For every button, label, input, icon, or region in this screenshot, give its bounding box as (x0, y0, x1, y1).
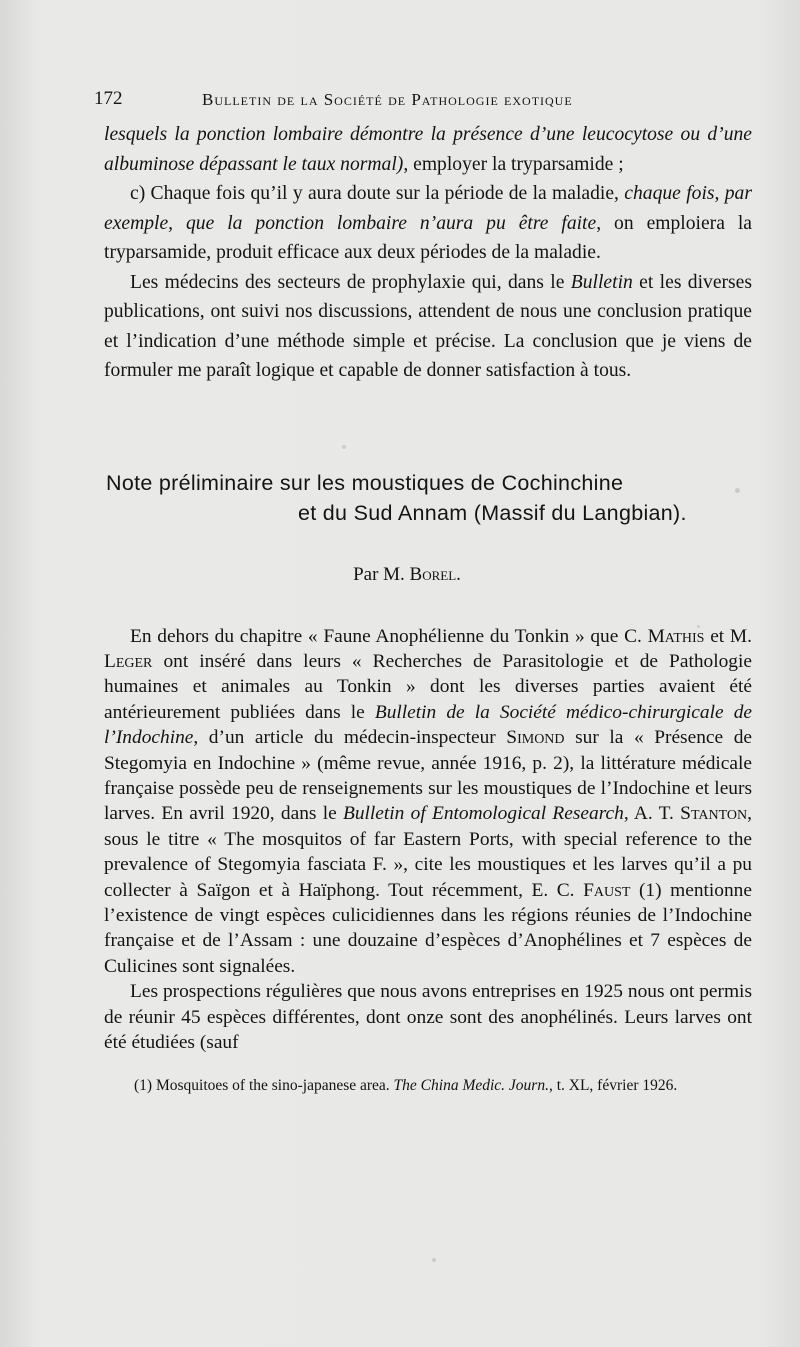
text-run: , d’un article du médecin-inspecteur (193, 727, 507, 749)
journal-reference: Bulletin of Entomological Research (342, 803, 624, 825)
item-c-paragraph (104, 179, 752, 268)
text-run: , employer la tryparsamide ; (403, 153, 624, 175)
page-number: 172 (94, 88, 123, 109)
note-title-line-2: et du Sud Annam (Massif du Langbian). (298, 500, 687, 525)
footnote (104, 1075, 752, 1097)
text-run: sur la « Présence de Stegomyia en Indochine » (même revue, année 1916, p. 2), la littérature médicale française possède peu de renseignements sur les moustiques de l’Indochine et leurs larves. En avril 1920, dans le (104, 727, 752, 825)
text-run: , sous le titre « The mosquitos of far Eastern Ports, with special reference to the prevalence of Stegomyia fasciata F. », cite les moustiques et les larves qu’il a pu collecter à Saïgon et à Haïphong. Tout récemment, E. C. (104, 803, 752, 901)
author-byline (104, 564, 752, 586)
author-prefix: Par M. (353, 563, 410, 585)
text-run: , A. T. (623, 803, 681, 825)
article-paragraph-2 (104, 979, 752, 1055)
paper-spot (735, 488, 740, 493)
paper-spot (697, 625, 700, 628)
note-title (104, 468, 752, 528)
paper-spot (342, 445, 346, 449)
author-reference: Faust (583, 879, 631, 901)
text-run: ont inséré dans leurs « Recherches de Parasitologie et de Pathologie humaines et animales au Tonkin » dont les diverses parties avaient été antérieurement publiées dans le (104, 650, 752, 723)
journal-reference: Bulletin de la Société médico-chirurgicale de l’Indochine (104, 701, 752, 749)
italic-text: Bulletin (570, 271, 633, 293)
footnote-text: (1) Mosquitoes of the sino-japanese area. (134, 1077, 394, 1095)
author-reference: Leger (104, 650, 153, 672)
author-reference: Simond (506, 727, 565, 749)
conclusion-paragraph (104, 268, 752, 386)
footnote-journal: The China Medic. Journ. (393, 1077, 549, 1095)
article-body (104, 624, 752, 1056)
paper-spot (432, 1258, 436, 1262)
text-run: Les médecins des secteurs de prophylaxie qui, dans le (130, 271, 571, 293)
author-reference: Stanton (680, 803, 748, 825)
italic-text: chaque fois, par exemple, que la ponction lombaire n’aura pu être faite (104, 183, 752, 234)
text-run: et M. (704, 625, 752, 647)
text-run: c) Chaque fois qu’il y aura doute sur la période de la maladie, (130, 183, 625, 204)
italic-text: lesquels la ponction lombaire démontre la présence d’une leucocytose ou d’une albuminose dépassant le taux normal) (104, 124, 752, 175)
running-header (94, 88, 752, 120)
continued-paragraph (104, 120, 752, 179)
text-run: (1) mentionne l’existence de vingt espèces culicidiennes dans les régions réunies de l’Indochine française et de l’Assam : une douzaine d’espèces d’Anophélines et 7 espèces de Culicines sont signalées. (104, 879, 752, 977)
article-paragraph-1 (104, 624, 752, 980)
text-run: et les diverses publications, ont suivi nos discussions, attendent de nous une conclusion pratique et l’indication d’une méthode simple et précise. La conclusion que je viens de formuler me paraît logique et capable de donner satisfaction à tous. (104, 271, 753, 381)
journal-title: Bulletin de la Société de Pathologie exotique (202, 90, 573, 109)
continued-section (104, 120, 752, 386)
text-run: En dehors du chapitre « Faune Anophélienne du Tonkin » que C. (130, 625, 648, 647)
author-name: Borel. (409, 563, 461, 585)
footnote-text: , t. XL, février 1926. (548, 1077, 678, 1095)
text-run: Les prospections régulières que nous avons entreprises en 1925 nous ont permis de réunir 45 espèces différentes, dont onze sont des anophélinés. Leurs larves ont été étudiées (sauf (104, 981, 752, 1053)
text-run: , on emploiera la tryparsamide, produit efficace aux deux périodes de la maladie. (104, 212, 752, 263)
note-title-line-1: Note préliminaire sur les moustiques de Cochinchine (106, 470, 624, 495)
author-reference: Mathis (647, 625, 705, 647)
